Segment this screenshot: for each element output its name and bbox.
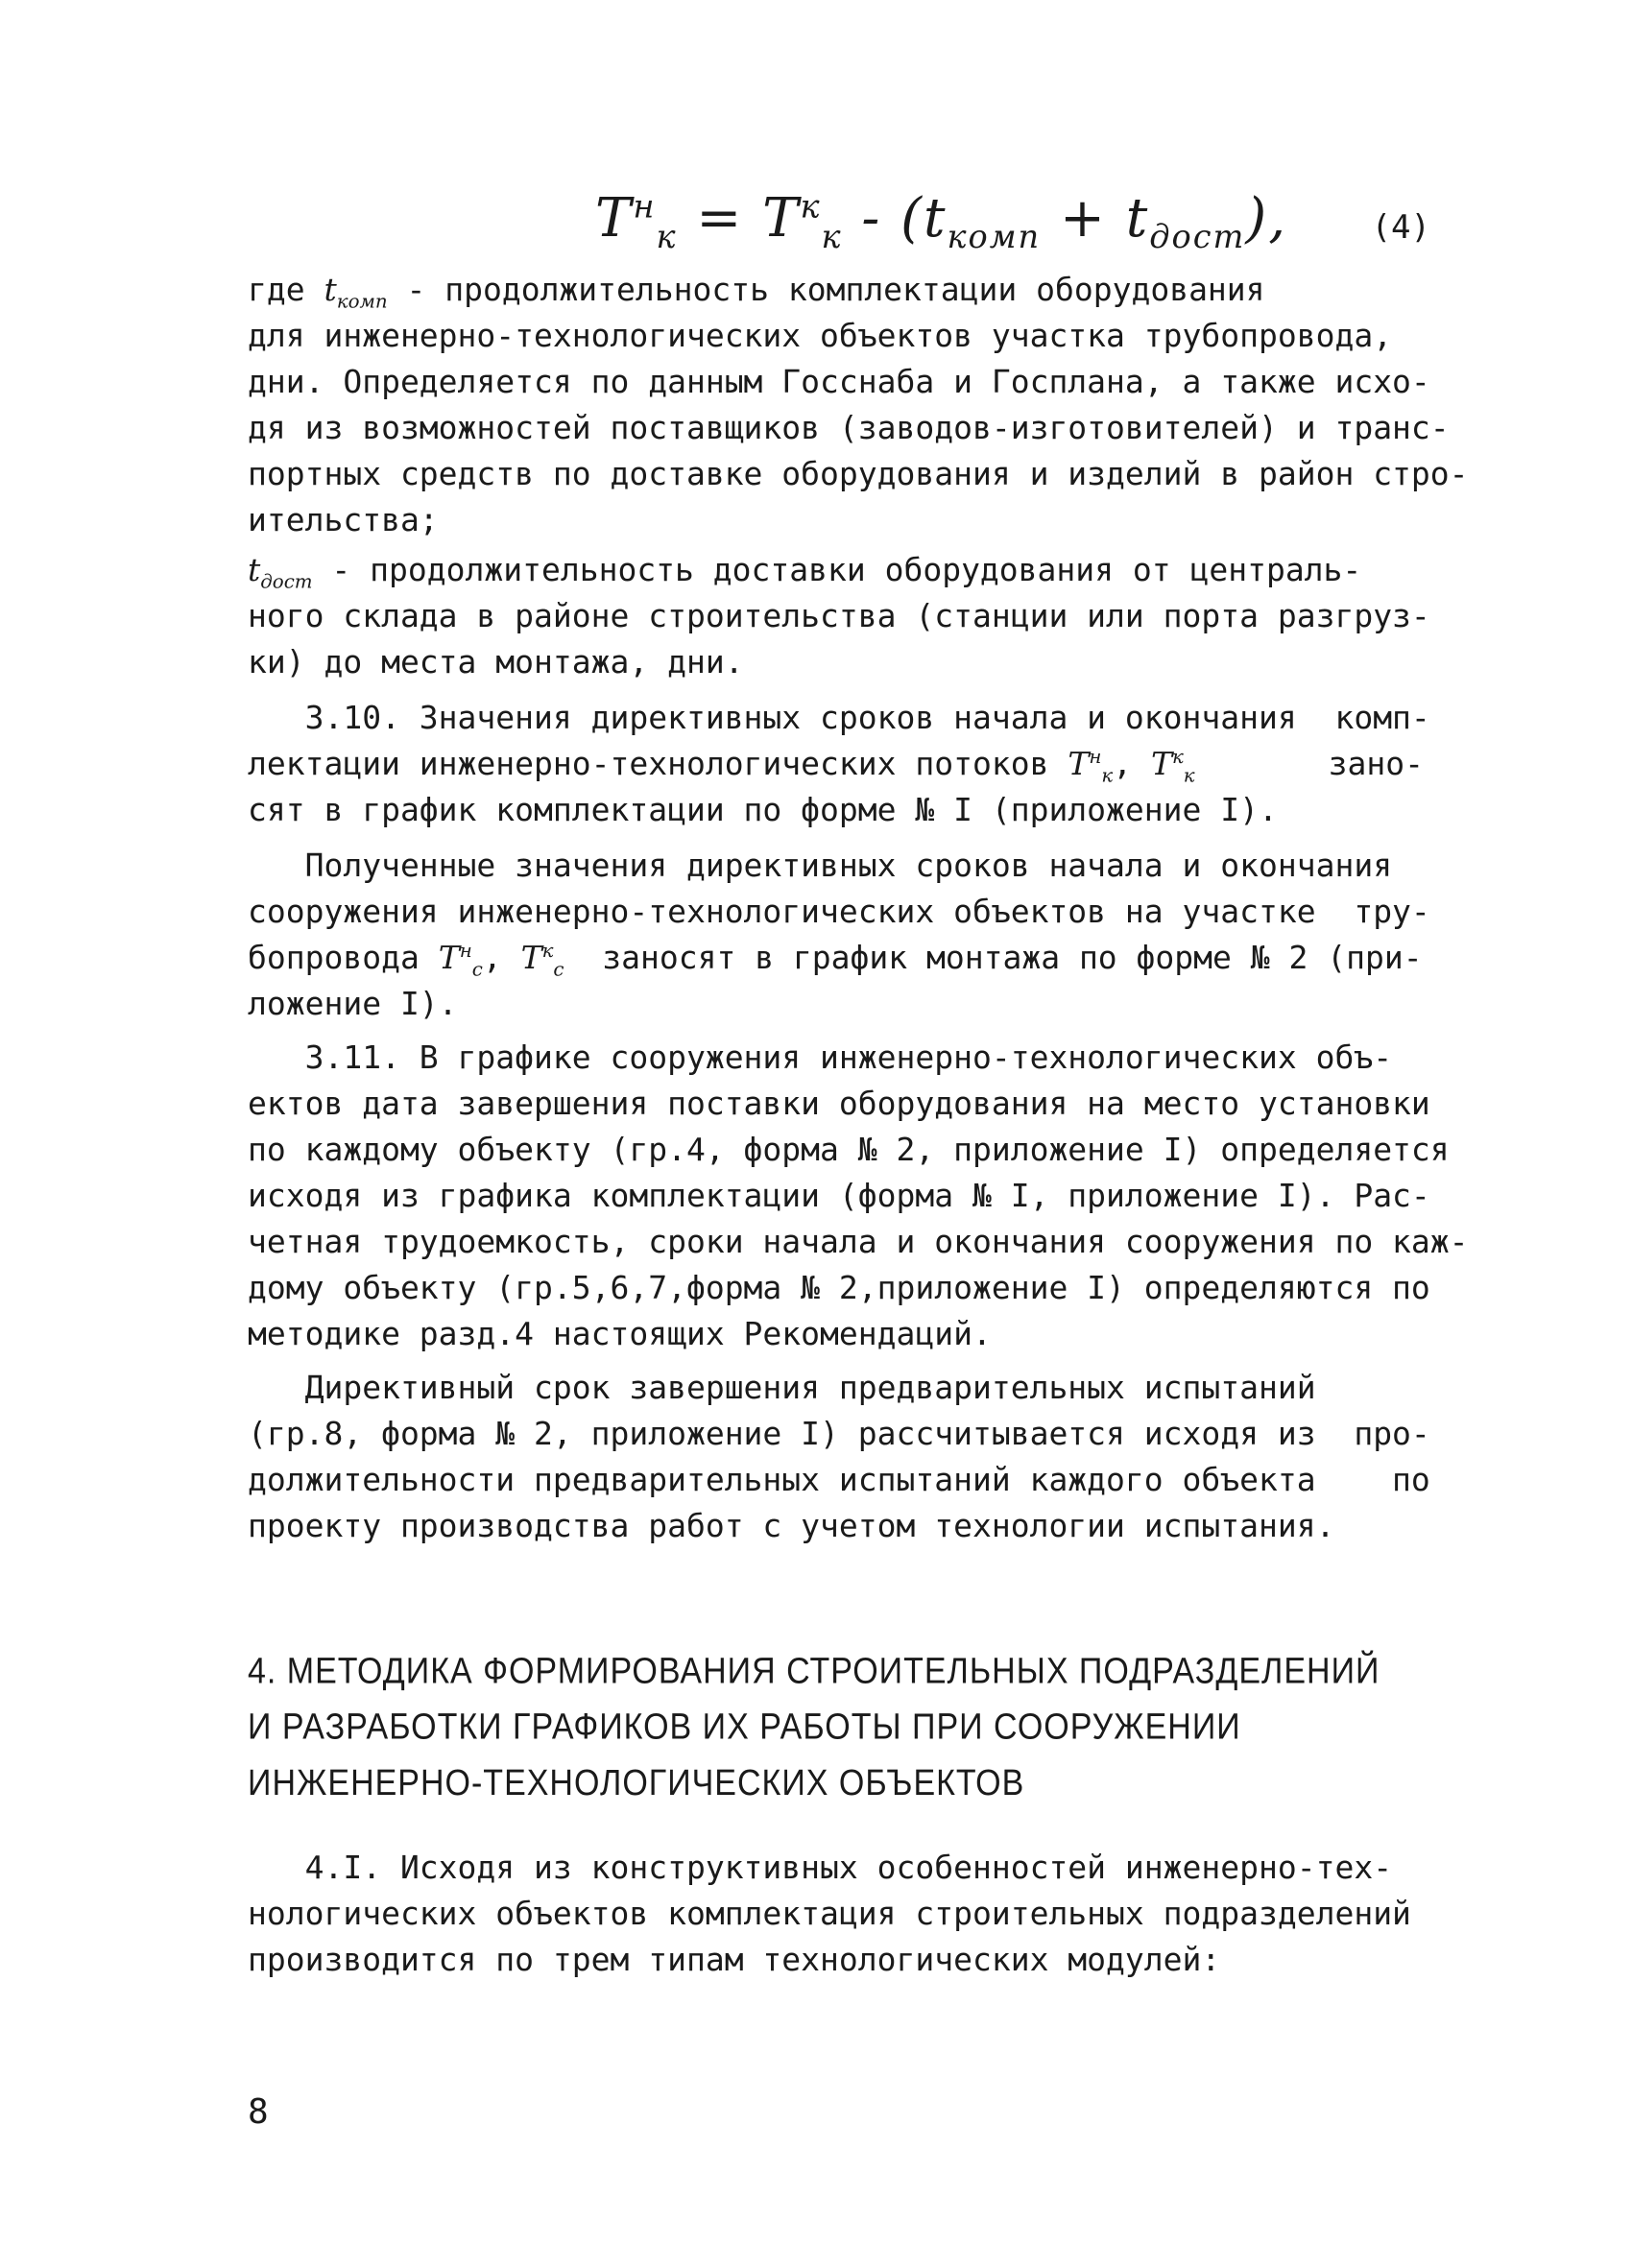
text-line: ки) до места монтажа, дни. [248, 643, 744, 680]
definition-t-dost [248, 547, 1505, 685]
text-line: четная трудоемкость, сроки начала и окончания сооружения по каж- [248, 1223, 1469, 1260]
text-line: ительства; [248, 501, 439, 538]
symbol-t-dost: $t_{дост}$ [248, 551, 313, 593]
heading-line: 4. МЕТОДИКА ФОРМИРОВАНИЯ СТРОИТЕЛЬНЫХ ПОДРАЗДЕЛЕНИЙ [248, 1650, 1380, 1692]
text-line: исходя из графика комплектации (форма № I, приложение I). Рас- [248, 1177, 1430, 1214]
text-line: Директивный срок завершения предварительных испытаний [248, 1369, 1316, 1406]
text-line: сооружения инженерно-технологических объектов на участке тру- [248, 893, 1430, 930]
heading-line: ИНЖЕНЕРНО-ТЕХНОЛОГИЧЕСКИХ ОБЪЕКТОВ [248, 1762, 1025, 1803]
paragraph-3-10 [248, 695, 1505, 833]
text-line: методике разд.4 настоящих Рекомендаций. [248, 1315, 992, 1352]
formula-expression: $T^н_к = T^к_к - (t_{комп} + t_{дост})$, [595, 187, 1288, 256]
definition-line: где $t_{комп}$ - продолжительность комплектации оборудования [248, 271, 1265, 313]
text-line: ложение I). [248, 985, 458, 1022]
paragraph-4-1 [248, 1845, 1505, 1983]
definition-line: $t_{дост}$ - продолжительность доставки оборудования от централь- [248, 551, 1362, 593]
text-line: 4.I. Исходя из конструктивных особенностей инженерно-тех- [248, 1849, 1393, 1886]
text-line: дя из возможностей поставщиков (заводов-изготовителей) и транс- [248, 409, 1450, 446]
text-line: Полученные значения директивных сроков начала и окончания [248, 847, 1393, 884]
symbol-tc-start: $T^н_с$ [438, 939, 483, 981]
symbol-tk-start: $T^н_к$ [1068, 745, 1114, 787]
text-line-with-formula: лектации инженерно-технологических потоков $T^н_к$, $T^к_к$ зано- [248, 745, 1425, 787]
text-line: ектов дата завершения поставки оборудования на место установки [248, 1085, 1430, 1122]
paragraph-3-10-continued [248, 843, 1505, 1027]
text-line: 3.10. Значения директивных сроков начала и окончания комп- [248, 699, 1430, 736]
text-line: ного склада в районе строительства (станции или порта разгруз- [248, 597, 1430, 634]
definition-t-komp [248, 267, 1505, 543]
symbol-tk-end: $T^к_к$ [1150, 745, 1195, 787]
text-line: дому объекту (гр.5,6,7,форма № 2,приложение I) определяются по [248, 1269, 1430, 1306]
text-line: (гр.8, форма № 2, приложение I) рассчитывается исходя из про- [248, 1415, 1430, 1452]
text-line: для инженерно-технологических объектов участка трубопровода, [248, 317, 1393, 354]
text-line-with-formula: бопровода $T^н_с$, $T^к_с$ заносят в график монтажа по форме № 2 (при- [248, 939, 1423, 981]
text-line: дни. Определяется по данным Госснаба и Госплана, а также исхо- [248, 363, 1430, 400]
symbol-t-komp: $t_{комп}$ [324, 271, 388, 313]
formula-4 [595, 187, 1440, 274]
text-line: должительности предварительных испытаний каждого объекта по [248, 1461, 1430, 1498]
text-line: производится по трем типам технологических модулей: [248, 1941, 1221, 1978]
section-4-heading [248, 1643, 1505, 1811]
symbol-tc-end: $T^к_с$ [520, 939, 564, 981]
page-number: 8 [248, 2092, 269, 2132]
formula-number: (4) [1371, 208, 1430, 247]
text-line: сят в график комплектации по форме № I (приложение I). [248, 791, 1278, 828]
text-line: проекту производства работ с учетом технологии испытания. [248, 1507, 1335, 1544]
paragraph-3-11-continued [248, 1365, 1505, 1549]
heading-line: И РАЗРАБОТКИ ГРАФИКОВ ИХ РАБОТЫ ПРИ СООРУЖЕНИИ [248, 1707, 1241, 1748]
text-line: портных средств по доставке оборудования и изделий в район стро- [248, 455, 1469, 492]
text-line: нологических объектов комплектация строительных подразделений [248, 1895, 1411, 1932]
text-line: 3.11. В графике сооружения инженерно-технологических объ- [248, 1039, 1393, 1076]
text-line: по каждому объекту (гр.4, форма № 2, приложение I) определяется [248, 1131, 1450, 1168]
paragraph-3-11 [248, 1035, 1505, 1357]
